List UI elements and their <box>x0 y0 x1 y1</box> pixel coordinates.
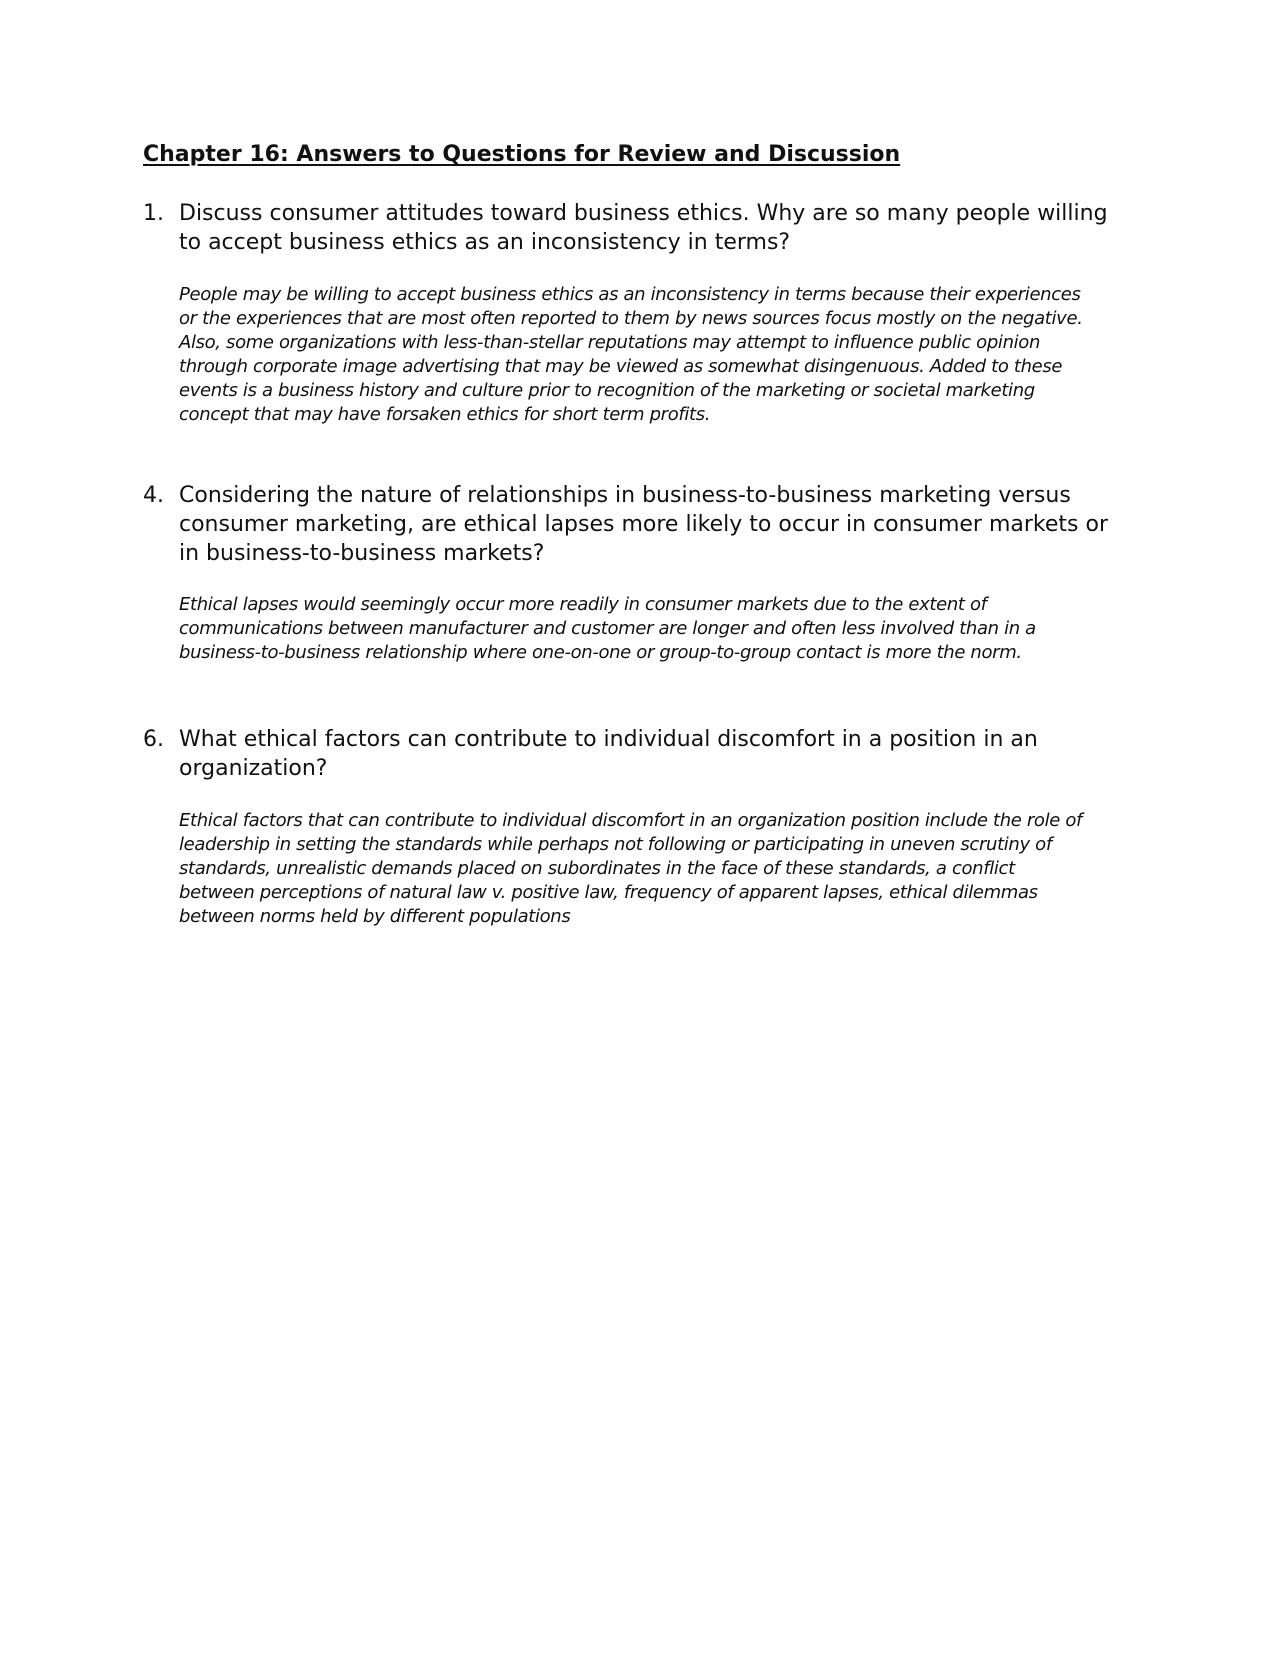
question-4 <box>143 481 1123 568</box>
question-text: Discuss consumer attitudes toward business ethics. Why are so many people willing to accept business ethics as an inconsistency in terms? <box>179 201 1108 255</box>
question-6 <box>143 725 1123 783</box>
answer-6: Ethical factors that can contribute to individual discomfort in an organization position include the role of leadership in setting the standards while perhaps not following or participating in uneven scrutiny of standards, unrealistic demands placed on subordinates in the face of these standards, a conflict between perceptions of natural law v. positive law, frequency of apparent lapses, ethical dilemmas between norms held by different populations <box>179 810 1082 927</box>
answer-4: Ethical lapses would seemingly occur more readily in consumer markets due to the extent of communications between manufacturer and customer are longer and often less involved than in a business-to-business relationship where one-on-one or group-to-group contact is more the norm. <box>179 594 1036 663</box>
question-block-4 <box>143 481 1123 665</box>
question-number: 4. <box>143 483 164 508</box>
page-title: Chapter 16: Answers to Questions for Review and Discussion <box>143 142 901 167</box>
question-block-6 <box>143 725 1123 929</box>
question-number: 6. <box>143 727 164 752</box>
question-number: 1. <box>143 201 164 226</box>
question-text: Considering the nature of relationships in business-to-business marketing versus consumer marketing, are ethical lapses more likely to occur in consumer markets or in business-to-business markets? <box>179 483 1108 566</box>
question-text: What ethical factors can contribute to individual discomfort in a position in an organization? <box>179 727 1038 781</box>
question-block-1 <box>143 199 1123 427</box>
answer-1: People may be willing to accept business ethics as an inconsistency in terms because their experiences or the experiences that are most often reported to them by news sources focus mostly on the negative. Also, some organizations with less-than-stellar reputations may attempt to influence public opinion through corporate image advertising that may be viewed as somewhat disingenuous. Added to these events is a business history and culture prior to recognition of the marketing or societal marketing concept that may have forsaken ethics for short term profits. <box>179 284 1083 425</box>
question-1 <box>143 199 1123 257</box>
